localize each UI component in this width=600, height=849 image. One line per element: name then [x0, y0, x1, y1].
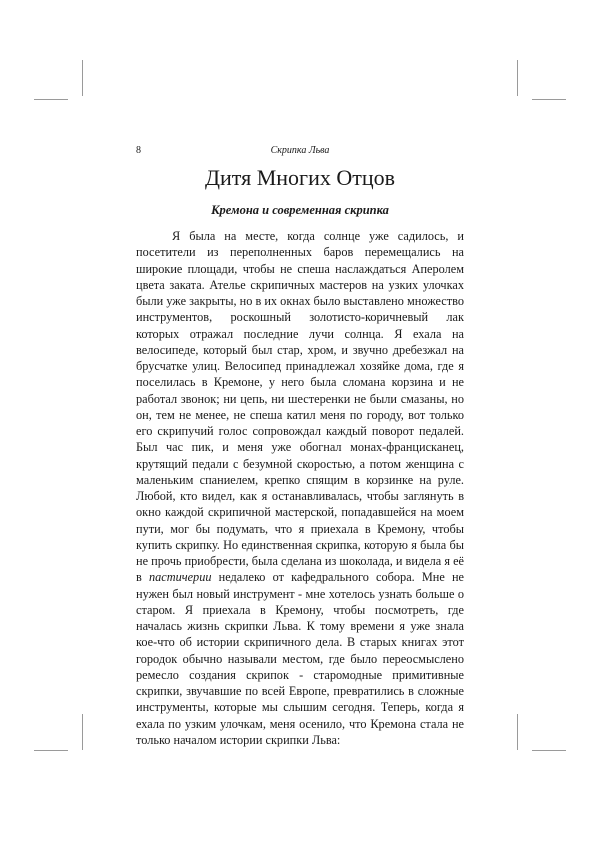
- paragraph-text-part-1: Я была на месте, когда солнце уже садилось, и посетители из переполненных баров перемещались на широкие площади, чтобы не спеша наслаждаться Аперолем цвета заката. Ателье скрипичных мастеров на узких улочках были уже закрыты, но в их окнах было выставлено множество инструментов, роскошный золотисто-коричневый лак которых отражал последние лучи солнца. Я ехала на велосипеде, который был стар, хром, и звучно дребезжал на брусчатке улиц. Велосипед принадлежал хозяйке дома, где я поселилась в Кремоне, у него была сломана корзина и не работал звонок; ни цепь, ни шестеренки не были смазаны, но он, тем не менее, не спеша катил меня по городу, вот только его скрипучий голос сопровождал каждый поворот педалей. Был час пик, и меня уже обогнал монах-францисканец, крутящий педали с безумной скоростью, а потом женщина с маленьким спаниелем, крепко спящим в корзинке на руле. Любой, кто видел, как я останавливалась, чтобы заглянуть в окно каждой скрипичной мастерской, попадавшейся на моем пути, мог бы подумать, что я приехала в Кремону, чтобы купить скрипку. Но единственная скрипка, которую я была бы не прочь приобрести, была сделана из шоколада, и видела я её в: [136, 229, 464, 585]
- running-head: Скрипка Льва: [270, 145, 330, 156]
- crop-mark-bottom-right-vertical: [517, 714, 518, 750]
- paragraph-text-part-2: недалеко от кафедрального собора. Мне не нужен был новый инструмент - мне хотелось узнать больше о старом. Я приехала в Кремону, чтобы посмотреть, где началась жизнь скрипки Льва. К тому времени я уже знала кое-что об истории скрипичного дела. В старых книгах этот городок обычно называли местом, где было переосмыслено ремесло создания скрипок - старомодные примитивные скрипки, звучавшие по всей Европе, превратились в сложные инструменты, которые мы слышим сегодня. Теперь, когда я ехала по узким улочкам, меня осенило, что Кремона стала не только началом истории скрипки Льва:: [136, 570, 465, 747]
- crop-mark-bottom-left-horizontal: [34, 750, 68, 751]
- chapter-subtitle: Кремона и современная скрипка: [211, 203, 389, 217]
- crop-mark-bottom-right-horizontal: [532, 750, 566, 751]
- crop-mark-top-left-horizontal: [34, 99, 68, 100]
- crop-mark-top-right-vertical: [517, 60, 518, 96]
- page-number: 8: [136, 145, 141, 156]
- crop-mark-top-left-vertical: [82, 60, 83, 96]
- body-paragraph: [136, 228, 464, 748]
- chapter-title: Дитя Многих Отцов: [204, 165, 396, 190]
- crop-mark-top-right-horizontal: [532, 99, 566, 100]
- crop-mark-bottom-left-vertical: [82, 714, 83, 750]
- paragraph-italic-word: пастичерии: [148, 570, 212, 585]
